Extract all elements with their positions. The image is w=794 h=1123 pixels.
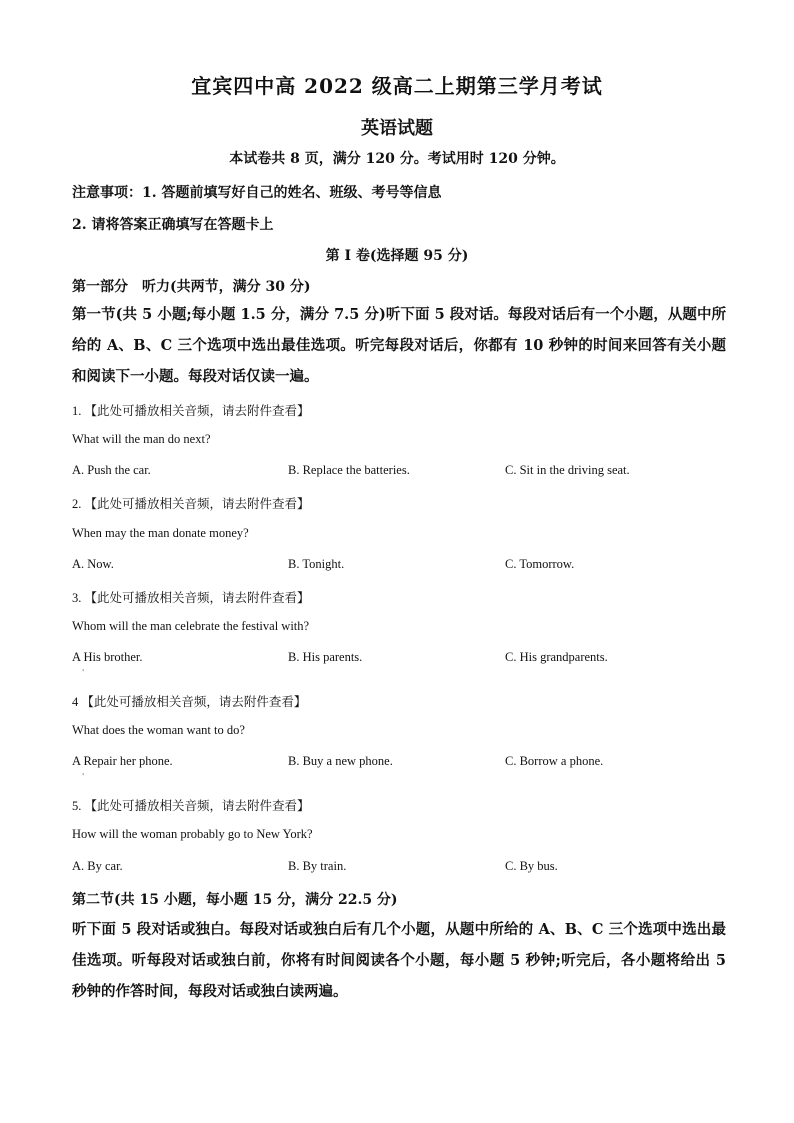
question-4-option-b: B. Buy a new phone.: [288, 754, 393, 768]
question-number: 2.: [72, 497, 82, 511]
scan-mark: ': [82, 772, 85, 781]
audio-note: 【此处可播放相关音频，请去附件查看】: [84, 590, 310, 605]
exam-info: 本试卷共 8 页，满分 120 分。考试用时 120 分钟。: [229, 151, 565, 167]
question-1-stem: What will the man do next?: [72, 432, 211, 446]
question-2-option-c: C. Tomorrow.: [505, 557, 575, 571]
question-4-option-c: C. Borrow a phone.: [505, 754, 604, 768]
question-5-stem: How will the woman probably go to New York?: [72, 827, 313, 841]
question-3-option-a: A His brother.: [72, 650, 143, 664]
part1-heading: 第一部分 听力(共两节，满分 30 分): [72, 279, 311, 295]
audio-note: 【此处可播放相关音频，请去附件查看】: [84, 496, 310, 511]
question-1-option-b: B. Replace the batteries.: [288, 463, 410, 477]
question-number: 4: [72, 695, 79, 709]
question-1-audio: [72, 401, 310, 419]
question-3-option-b: B. His parents.: [288, 650, 363, 664]
question-5-audio: [72, 796, 310, 814]
question-3-option-c: C. His grandparents.: [505, 650, 608, 664]
audio-note: 【此处可播放相关音频，请去附件查看】: [81, 694, 307, 709]
section2-heading: 第二节(共 15 小题，每小题 15 分，满分 22.5 分): [72, 892, 398, 908]
question-4-audio: [72, 692, 306, 710]
question-1-option-c: C. Sit in the driving seat.: [505, 463, 630, 477]
question-5-option-c: C. By bus.: [505, 859, 558, 873]
question-number: 5.: [72, 799, 82, 813]
audio-note: 【此处可播放相关音频，请去附件查看】: [84, 798, 310, 813]
question-2-stem: When may the man donate money?: [72, 526, 249, 540]
exam-subtitle: 英语试题: [361, 118, 433, 139]
question-3-stem: Whom will the man celebrate the festival with?: [72, 619, 310, 633]
question-2-audio: [72, 494, 310, 512]
question-5-option-b: B. By train.: [288, 859, 347, 873]
question-number: 1.: [72, 404, 82, 418]
question-2-option-a: A. Now.: [72, 557, 114, 571]
scan-mark: ': [82, 668, 85, 677]
notes-line-1: 注意事项：1. 答题前填写好自己的姓名、班级、考号等信息: [72, 185, 442, 201]
section1-instructions: 第一节(共 5 小题;每小题 1.5 分，满分 7.5 分)听下面 5 段对话。每段对话后有一个小题，从题中所给的 A、B、C 三个选项中选出最佳选项。听完每段对话后，你都有 10 秒钟的时间来回答有关小题和阅读下一小题。每段对话仅读一遍。: [72, 306, 726, 385]
section2-instructions: 听下面 5 段对话或独白。每段对话或独白后有几个小题，从题中所给的 A、B、C 三个选项中选出最佳选项。听每段对话或独白前，你将有时间阅读各个小题，每小题 5 秒钟;听完后，各小题将给出 5 秒钟的作答时间，每段对话或独白读两遍。: [72, 921, 726, 1000]
notes-line-2: 2. 请将答案正确填写在答题卡上: [72, 217, 274, 233]
question-4-option-a: A Repair her phone.: [72, 754, 173, 768]
question-3-audio: [72, 588, 310, 606]
volume-title: 第 I 卷(选择题 95 分): [325, 248, 469, 264]
question-1-option-a: A. Push the car.: [72, 463, 151, 477]
question-number: 3.: [72, 591, 82, 605]
exam-title: 宜宾四中高 2022 级高二上期第三学月考试: [191, 74, 603, 98]
question-4-stem: What does the woman want to do?: [72, 723, 245, 737]
question-5-option-a: A. By car.: [72, 859, 123, 873]
audio-note: 【此处可播放相关音频，请去附件查看】: [84, 403, 310, 418]
question-2-option-b: B. Tonight.: [288, 557, 345, 571]
